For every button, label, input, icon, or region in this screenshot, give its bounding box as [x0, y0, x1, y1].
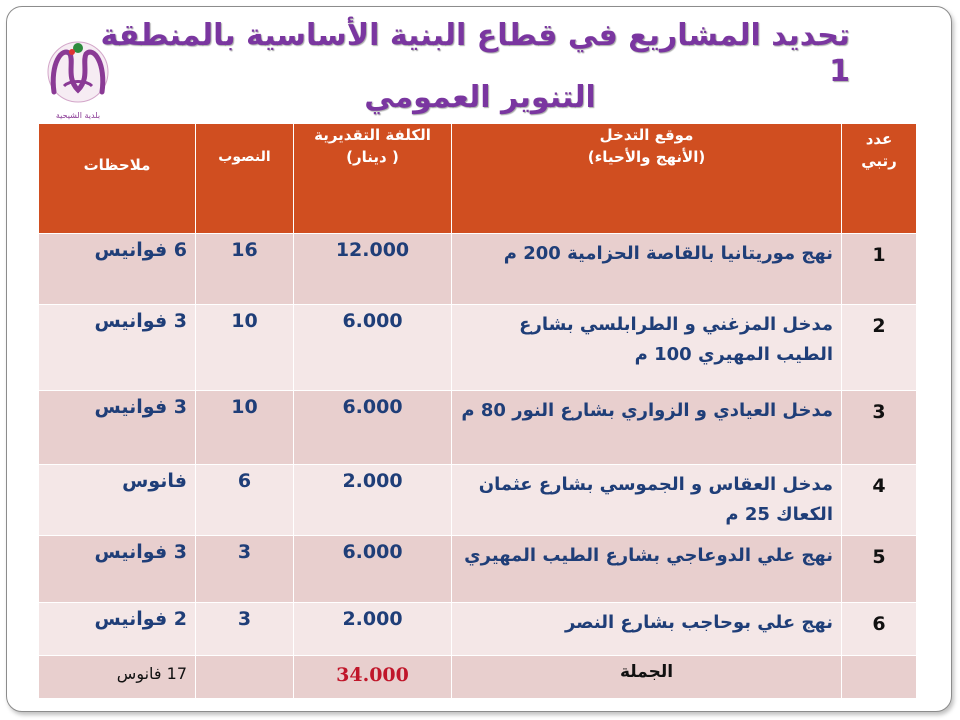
row-rank: 3 — [872, 401, 886, 423]
row-notes: 3 فوانيس — [94, 541, 187, 563]
table-row — [39, 391, 917, 465]
row-units: 16 — [231, 239, 258, 261]
table-total-row — [39, 656, 917, 699]
row-notes: فانوس — [122, 470, 187, 492]
table-row — [39, 305, 917, 391]
header-rank: عدد رتبي — [842, 124, 917, 234]
row-location: نهج علي الدوعاجي بشارع الطيب المهيري — [464, 545, 833, 566]
table-header-row — [39, 124, 917, 234]
page-subtitle: التنوير العمومي — [364, 80, 596, 115]
row-units: 10 — [231, 310, 258, 332]
row-rank: 4 — [872, 475, 886, 497]
row-location: نهج موريتانيا بالقاصة الحزامية 200 م — [503, 243, 833, 264]
row-location: مدخل المزغني و الطرابلسي بشارع الطيب المهيري 100 م — [519, 314, 833, 365]
table-row — [39, 536, 917, 603]
row-cost: 6.000 — [342, 396, 403, 418]
row-cost: 12.000 — [335, 239, 410, 261]
row-cost: 6.000 — [342, 310, 403, 332]
row-notes: 2 فوانيس — [94, 608, 187, 630]
row-notes: 3 فوانيس — [94, 310, 187, 332]
row-cost: 2.000 — [342, 470, 403, 492]
logo-caption: بلدية الشيحية — [55, 111, 101, 120]
row-units: 10 — [231, 396, 258, 418]
header-units: النصوب — [196, 124, 294, 234]
projects-table — [38, 123, 917, 699]
header-notes: ملاحظات — [39, 124, 196, 234]
row-notes: 3 فوانيس — [94, 396, 187, 418]
row-location: نهج علي بوحاجب بشارع النصر — [564, 612, 833, 633]
row-rank: 5 — [872, 546, 886, 568]
row-notes: 6 فوانيس — [94, 239, 187, 261]
row-rank: 2 — [872, 315, 886, 337]
total-notes: 17 فانوس — [116, 664, 187, 683]
row-units: 6 — [237, 470, 252, 492]
row-cost: 2.000 — [342, 608, 403, 630]
row-rank: 6 — [872, 613, 886, 635]
row-location: مدخل العقاس و الجموسي بشارع عثمان الكعاك 25 م — [478, 474, 833, 525]
total-label: الجملة — [619, 662, 674, 682]
header-cost: الكلفة التقديرية ( دينار) — [294, 124, 452, 234]
total-value: 34.000 — [336, 664, 409, 686]
row-units: 3 — [237, 608, 252, 630]
page-title: تحديد المشاريع في قطاع البنية الأساسية بالمنطقة 1 — [100, 18, 850, 89]
table-row — [39, 465, 917, 536]
row-rank: 1 — [872, 244, 886, 266]
table-row — [39, 234, 917, 305]
row-cost: 6.000 — [342, 541, 403, 563]
row-units: 3 — [237, 541, 252, 563]
header-location: موقع التدخل (الأنهج والأحياء) — [452, 124, 842, 234]
row-location: مدخل العيادي و الزواري بشارع النور 80 م — [461, 400, 833, 421]
table-row — [39, 603, 917, 656]
